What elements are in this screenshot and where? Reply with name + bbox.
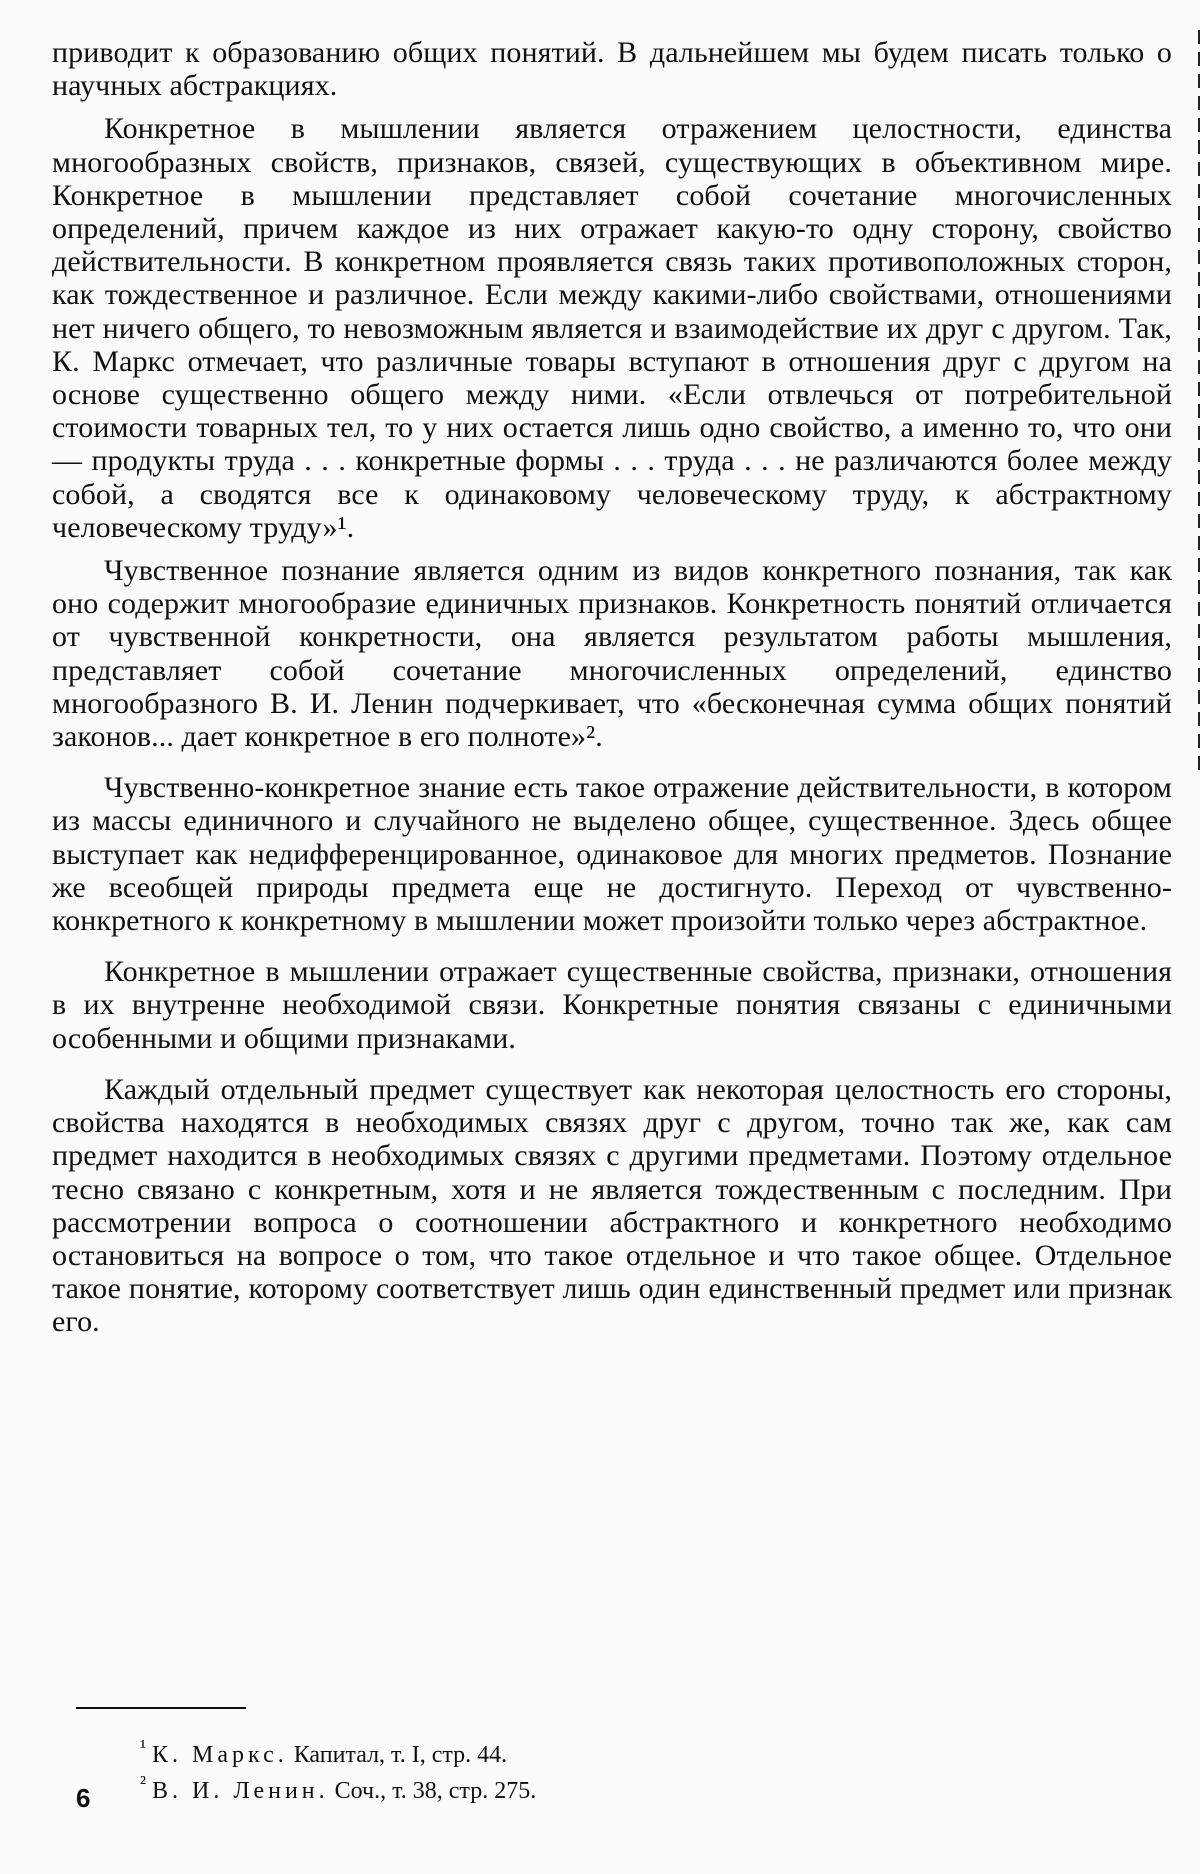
- footnote-author: К. Маркс.: [152, 1742, 288, 1768]
- paragraph-separate-object: Каждый отдельный предмет существует как некоторая целостность его стороны, свойства находятся в необходимых связях друг с другом, точно так же, как сам предмет находится в необходимых связях с другими предметами. Поэтому отдельное тесно связано с конкретным, хотя и не является тождественным с последним. При рассмотрении вопроса о соотношении абстрактного и конкретного необходимо остановиться на вопросе о том, что такое отдельное и что такое общее. Отдельное такое понятие, которому соответствует лишь один единственный предмет или признак его.: [52, 1072, 1172, 1339]
- footnote-marker: ¹: [140, 1736, 146, 1758]
- body-text: [52, 36, 1172, 1349]
- footnote-lenin: [140, 1769, 1040, 1805]
- footnote-marker: ²: [140, 1772, 146, 1794]
- footnote-source: Соч., т. 38, стр. 275.: [334, 1778, 537, 1804]
- paragraph-concrete-thinking: Конкретное в мышлении является отражением целостности, единства многообразных свойств, признаков, связей, существующих в объективном мире. Конкретное в мышлении представляет собой сочетание многочисленных определений, причем каждое из них отражает какую-то одну сторону, свойство действительности. В конкретном проявляется связь таких противоположных сторон, как тождественное и различное. Если между какими-либо свойствами, отношениями нет ничего общего, то невозможным является и взаимодействие их друг с другом. Так, К. Маркс отмечает, что различные товары вступают в отношения друг с другом на основе существенно общего между ними. «Если отвлечься от потребительной стоимости товарных тел, то у них остается лишь одно свойство, а именно то, что они — продукты труда . . . конкретные формы . . . труда . . . не различаются более между собой, а сводятся все к одинаковому человеческому труду, к абстрактному человеческому труду»¹.: [52, 112, 1172, 544]
- paragraph-continuation: приводит к образованию общих понятий. В дальнейшем мы будем писать только о научных абстракциях.: [52, 36, 1172, 103]
- paragraph-sensory-concrete-knowledge: Чувственно-конкретное знание есть такое отражение действительности, в котором из массы единичного и случайного не выделено общее, существенное. Здесь общее выступает как недифференцированное, одинаковое для многих предметов. Познание же всеобщей природы предмета еще не достигнуто. Переход от чувственно-конкретного к конкретному в мышлении может произойти только через абстрактное.: [52, 771, 1172, 938]
- footnotes: [140, 1733, 1040, 1805]
- footnote-source: Капитал, т. I, стр. 44.: [293, 1742, 508, 1768]
- footnote-author: В. И. Ленин.: [152, 1778, 329, 1804]
- footnote-separator: [76, 1707, 246, 1709]
- paragraph-sensory-cognition: Чувственное познание является одним из видов конкретного познания, так как оно содержит многообразие единичных признаков. Конкретность понятий отличается от чувственной конкретности, она является результатом работы мышления, представляет собой сочетание многочисленных определений, единство многообразного В. И. Ленин подчеркивает, что «бесконечная сумма общих понятий законов... дает конкретное в его полноте»².: [52, 554, 1172, 754]
- page-number: 6: [76, 1783, 91, 1813]
- footnote-marx: [140, 1733, 1040, 1769]
- paragraph-essential-properties: Конкретное в мышлении отражает существенные свойства, признаки, отношения в их внутренне необходимой связи. Конкретные понятия связаны с единичными особенными и общими признаками.: [52, 955, 1172, 1055]
